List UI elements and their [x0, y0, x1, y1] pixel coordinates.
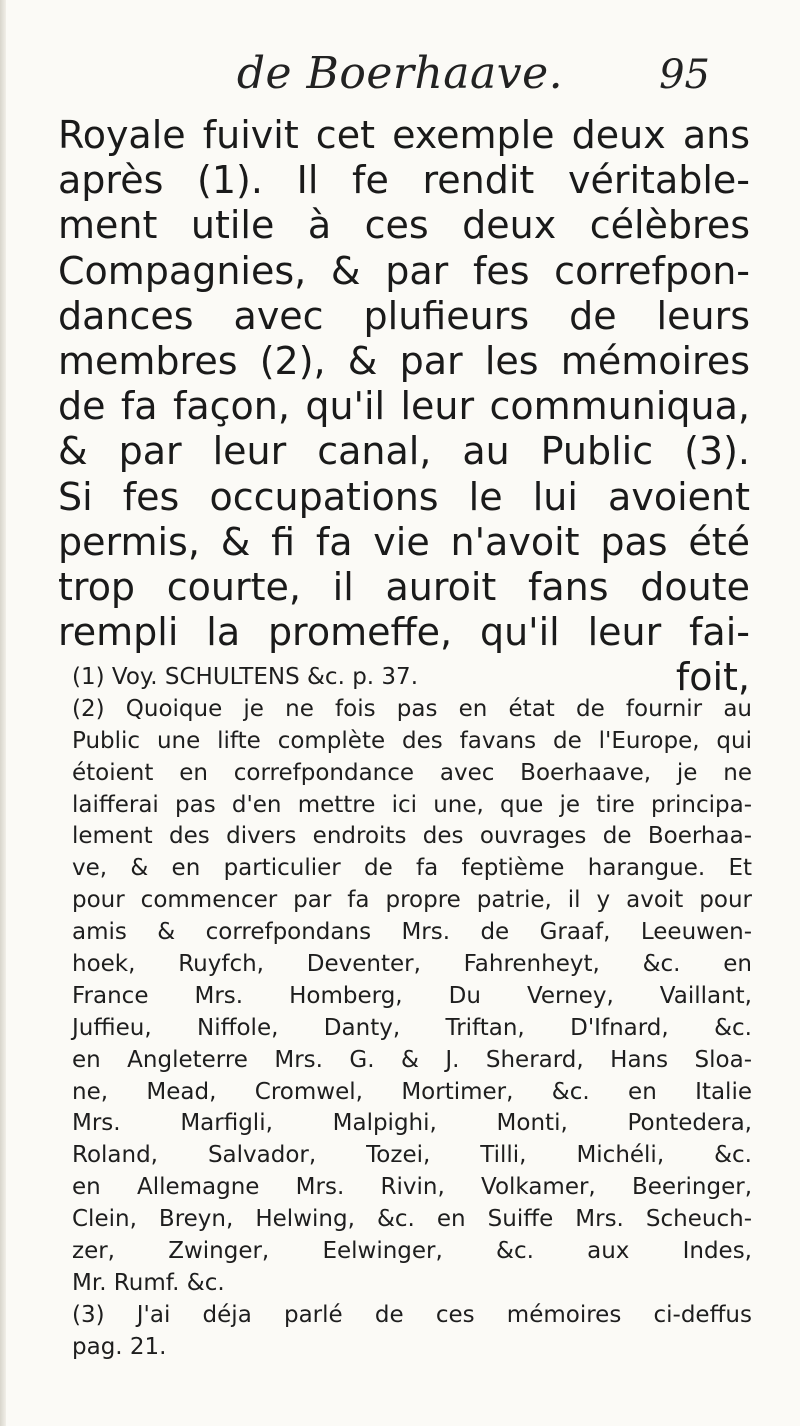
- text-line: Compagnies, & par fes correfpon-: [58, 248, 750, 293]
- footnote-line: laifferai pas d'en mettre ici une, que je tire principa-: [72, 791, 752, 818]
- text-line: Si fes occupations le lui avoient: [58, 474, 750, 519]
- footnote-line: Roland, Salvador, Tozei, Tilli, Michéli, &c.: [72, 1142, 752, 1169]
- footnote-line: lement des divers endroits des ouvrages de Boerhaa-: [72, 823, 752, 850]
- footnote-line: Public une lifte complète des favans de l'Europe, qui: [72, 727, 752, 754]
- footnote-line: zer, Zwinger, Eelwinger, &c. aux Indes,: [72, 1238, 752, 1265]
- footnotes: [72, 662, 752, 1364]
- text-line: & par leur canal, au Public (3).: [58, 429, 750, 474]
- text-line: ment utile à ces deux célèbres: [58, 203, 750, 248]
- footnote-line: ve, & en particulier de fa feptième harangue. Et: [72, 855, 752, 882]
- footnote-3: (3) J'ai déja parlé de ces mémoires ci-deffus: [72, 1301, 752, 1328]
- text-line: foit,: [675, 655, 750, 700]
- footnote-line: en Allemagne Mrs. Rivin, Volkamer, Beeringer,: [72, 1174, 752, 1201]
- footnote-line: pour commencer par fa propre patrie, il y avoit pour: [72, 887, 752, 914]
- page-number: 95: [659, 52, 710, 98]
- footnote-line: France Mrs. Homberg, Du Verney, Vaillant,: [72, 982, 752, 1009]
- running-head: [0, 48, 800, 108]
- footnote-line: hoek, Ruyfch, Deventer, Fahrenheyt, &c. en: [72, 951, 752, 978]
- footnote-line: Mrs. Marfigli, Malpighi, Monti, Pontedera,: [72, 1110, 752, 1137]
- text-line: membres (2), & par les mémoires: [58, 338, 750, 383]
- footnote-line: pag. 21.: [72, 1333, 167, 1360]
- footnote-line: Mr. Rumf. &c.: [72, 1269, 225, 1296]
- footnote-line: en Angleterre Mrs. G. & J. Sherard, Hans Sloa-: [72, 1046, 752, 1073]
- running-title: de Boerhaave.: [236, 48, 564, 99]
- main-text: [58, 113, 750, 700]
- footnote-2: (2) Quoique je ne fois pas en état de fournir au: [72, 695, 752, 722]
- footnote-line: amis & correfpondans Mrs. de Graaf, Leeuwen-: [72, 919, 752, 946]
- footnote-line: ne, Mead, Cromwel, Mortimer, &c. en Italie: [72, 1078, 752, 1105]
- text-line: de fa façon, qu'il leur communiqua,: [58, 384, 750, 429]
- page-binding-edge: [0, 0, 6, 1426]
- footnote-line: étoient en correfpondance avec Boerhaave, je ne: [72, 759, 752, 786]
- text-line: permis, & fi fa vie n'avoit pas été: [58, 519, 750, 564]
- text-line: trop courte, il auroit fans doute: [58, 564, 750, 609]
- text-line: dances avec plufieurs de leurs: [58, 293, 750, 338]
- text-line: rempli la promeffe, qu'il leur fai-: [58, 610, 750, 655]
- text-line: après (1). Il fe rendit véritable-: [58, 158, 750, 203]
- footnote-line: Juffieu, Niffole, Danty, Triftan, D'Ifnard, &c.: [72, 1014, 752, 1041]
- text-line: Royale fuivit cet exemple deux ans: [58, 113, 750, 157]
- footnote-1: (1) Voy. SCHULTENS &c. p. 37.: [72, 664, 418, 690]
- footnote-line: Clein, Breyn, Helwing, &c. en Suiffe Mrs. Scheuch-: [72, 1206, 752, 1233]
